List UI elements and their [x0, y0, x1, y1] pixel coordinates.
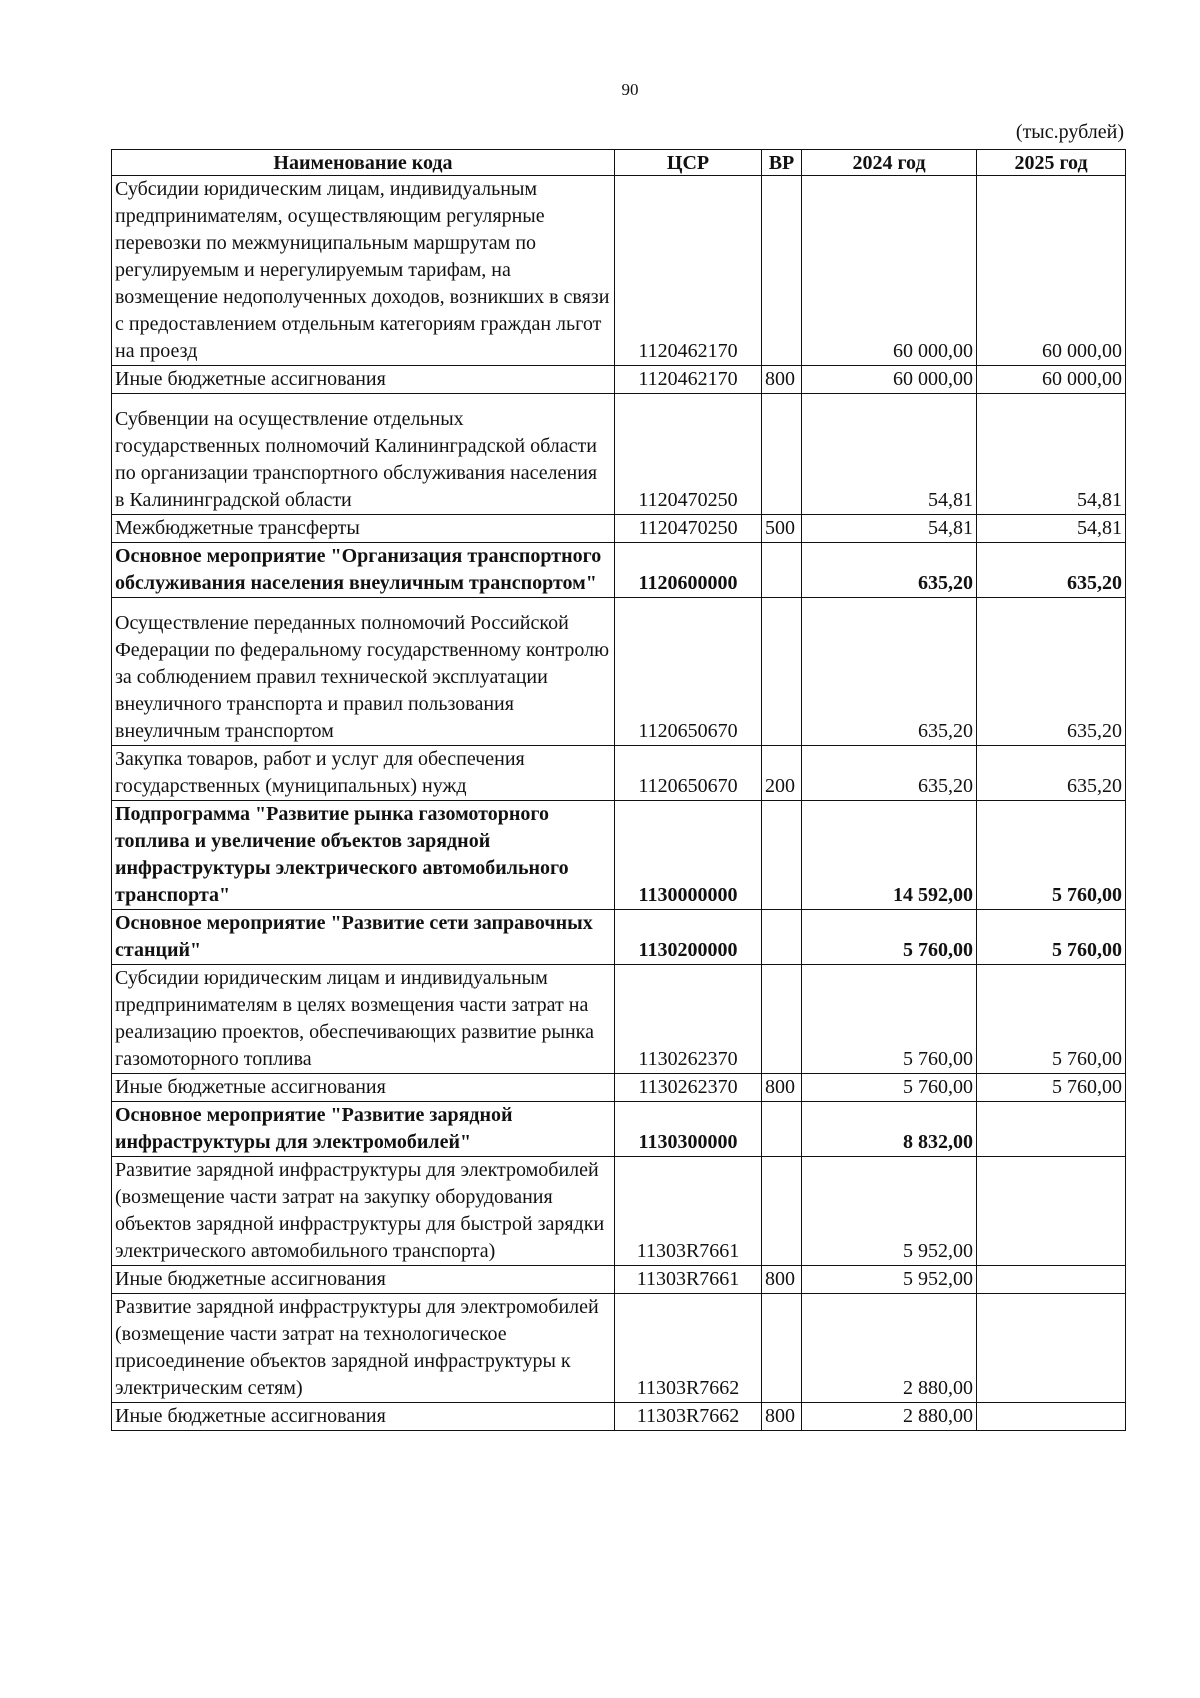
row-value-2025: 635,20	[977, 543, 1126, 598]
row-value-2024: 5 952,00	[802, 1266, 977, 1294]
table-row	[112, 801, 1126, 910]
row-vr	[762, 965, 802, 1074]
row-csr: 1120650670	[615, 746, 762, 801]
row-name: Развитие зарядной инфраструктуры для электромобилей (возмещение части затрат на технологическое присоединение объектов зарядной инфраструктуры к электрическим сетям)	[112, 1294, 615, 1403]
row-csr: 1120470250	[615, 515, 762, 543]
row-name: Основное мероприятие "Организация транспортного обслуживания населения внеуличным транспортом"	[112, 543, 615, 598]
table-row	[112, 965, 1126, 1074]
row-value-2025: 5 760,00	[977, 965, 1126, 1074]
row-name: Иные бюджетные ассигнования	[112, 1403, 615, 1431]
row-vr: 800	[762, 1403, 802, 1431]
row-csr: 1120462170	[615, 176, 762, 366]
row-value-2025	[977, 1157, 1126, 1266]
row-name: Субвенции на осуществление отдельных государственных полномочий Калининградской области по организации транспортного обслуживания населения в Калининградской области	[112, 394, 615, 515]
row-value-2025	[977, 1403, 1126, 1431]
row-value-2025: 635,20	[977, 746, 1126, 801]
row-name: Субсидии юридическим лицам и индивидуальным предпринимателям в целях возмещения части затрат на реализацию проектов, обеспечивающих развитие рынка газомоторного топлива	[112, 965, 615, 1074]
table-row	[112, 1157, 1126, 1266]
row-name: Межбюджетные трансферты	[112, 515, 615, 543]
row-name: Основное мероприятие "Развитие зарядной инфраструктуры для электромобилей"	[112, 1102, 615, 1157]
table-row	[112, 1266, 1126, 1294]
row-csr: 1120600000	[615, 543, 762, 598]
row-value-2025: 5 760,00	[977, 1074, 1126, 1102]
row-value-2025: 5 760,00	[977, 910, 1126, 965]
header-name: Наименование кода	[112, 150, 615, 176]
row-value-2024: 14 592,00	[802, 801, 977, 910]
row-vr	[762, 543, 802, 598]
row-value-2024: 2 880,00	[802, 1294, 977, 1403]
table-row	[112, 910, 1126, 965]
row-csr: 11303R7662	[615, 1294, 762, 1403]
header-csr: ЦСР	[615, 150, 762, 176]
row-csr: 1130200000	[615, 910, 762, 965]
row-vr	[762, 176, 802, 366]
table-row	[112, 176, 1126, 366]
table-body	[112, 176, 1126, 1431]
row-vr	[762, 394, 802, 515]
row-value-2025: 54,81	[977, 394, 1126, 515]
row-vr: 500	[762, 515, 802, 543]
row-vr	[762, 801, 802, 910]
row-name: Осуществление переданных полномочий Российской Федерации по федеральному государственному контролю за соблюдением правил технической эксплуатации внеуличного транспорта и правил пользования внеуличным транспортом	[112, 598, 615, 746]
row-value-2024: 635,20	[802, 746, 977, 801]
row-value-2025	[977, 1266, 1126, 1294]
row-value-2025	[977, 1294, 1126, 1403]
table-row	[112, 1403, 1126, 1431]
row-csr: 1130262370	[615, 1074, 762, 1102]
table-row	[112, 543, 1126, 598]
row-vr	[762, 1294, 802, 1403]
row-name: Основное мероприятие "Развитие сети заправочных станций"	[112, 910, 615, 965]
header-2025: 2025 год	[977, 150, 1126, 176]
row-csr: 1130262370	[615, 965, 762, 1074]
row-value-2025: 5 760,00	[977, 801, 1126, 910]
table-row	[112, 515, 1126, 543]
row-value-2025: 635,20	[977, 598, 1126, 746]
row-vr: 800	[762, 1266, 802, 1294]
row-vr: 800	[762, 1074, 802, 1102]
row-value-2024: 8 832,00	[802, 1102, 977, 1157]
row-value-2024: 5 760,00	[802, 1074, 977, 1102]
row-csr: 1120462170	[615, 366, 762, 394]
row-value-2024: 635,20	[802, 543, 977, 598]
row-name: Иные бюджетные ассигнования	[112, 366, 615, 394]
page-number: 90	[621, 80, 639, 99]
row-value-2024: 60 000,00	[802, 176, 977, 366]
row-csr: 1120650670	[615, 598, 762, 746]
table-row	[112, 746, 1126, 801]
row-value-2024: 5 952,00	[802, 1157, 977, 1266]
row-value-2025: 60 000,00	[977, 366, 1126, 394]
row-csr: 11303R7661	[615, 1266, 762, 1294]
row-name: Иные бюджетные ассигнования	[112, 1266, 615, 1294]
row-csr: 11303R7661	[615, 1157, 762, 1266]
row-value-2025: 54,81	[977, 515, 1126, 543]
row-vr	[762, 598, 802, 746]
row-value-2024: 54,81	[802, 394, 977, 515]
row-value-2024: 5 760,00	[802, 910, 977, 965]
row-value-2024: 60 000,00	[802, 366, 977, 394]
row-vr	[762, 1102, 802, 1157]
table-header-row	[112, 150, 1126, 176]
row-csr: 1130300000	[615, 1102, 762, 1157]
row-value-2025: 60 000,00	[977, 176, 1126, 366]
table-row	[112, 1102, 1126, 1157]
units-label: (тыс.рублей)	[1015, 121, 1124, 143]
row-name: Иные бюджетные ассигнования	[112, 1074, 615, 1102]
budget-table	[111, 149, 1126, 1431]
row-vr: 800	[762, 366, 802, 394]
row-value-2025	[977, 1102, 1126, 1157]
table-row	[112, 1294, 1126, 1403]
row-name: Закупка товаров, работ и услуг для обеспечения государственных (муниципальных) нужд	[112, 746, 615, 801]
table-row	[112, 394, 1126, 515]
table-row	[112, 1074, 1126, 1102]
row-csr: 1120470250	[615, 394, 762, 515]
row-name: Развитие зарядной инфраструктуры для электромобилей (возмещение части затрат на закупку оборудования объектов зарядной инфраструктуры для быстрой зарядки электрического автомобильного транспорта)	[112, 1157, 615, 1266]
row-vr	[762, 1157, 802, 1266]
row-name: Субсидии юридическим лицам, индивидуальным предпринимателям, осуществляющим регулярные перевозки по межмуниципальным маршрутам по регулируемым и нерегулируемым тарифам, на возмещение недополученных доходов, возникших в связи с предоставлением отдельным категориям граждан льгот на проезд	[112, 176, 615, 366]
row-vr: 200	[762, 746, 802, 801]
table-row	[112, 366, 1126, 394]
row-value-2024: 635,20	[802, 598, 977, 746]
row-value-2024: 2 880,00	[802, 1403, 977, 1431]
row-csr: 11303R7662	[615, 1403, 762, 1431]
row-vr	[762, 910, 802, 965]
row-csr: 1130000000	[615, 801, 762, 910]
row-value-2024: 54,81	[802, 515, 977, 543]
row-name: Подпрограмма "Развитие рынка газомоторного топлива и увеличение объектов зарядной инфраструктуры электрического автомобильного транспорта"	[112, 801, 615, 910]
row-value-2024: 5 760,00	[802, 965, 977, 1074]
header-2024: 2024 год	[802, 150, 977, 176]
table-row	[112, 598, 1126, 746]
header-vr: ВР	[762, 150, 802, 176]
